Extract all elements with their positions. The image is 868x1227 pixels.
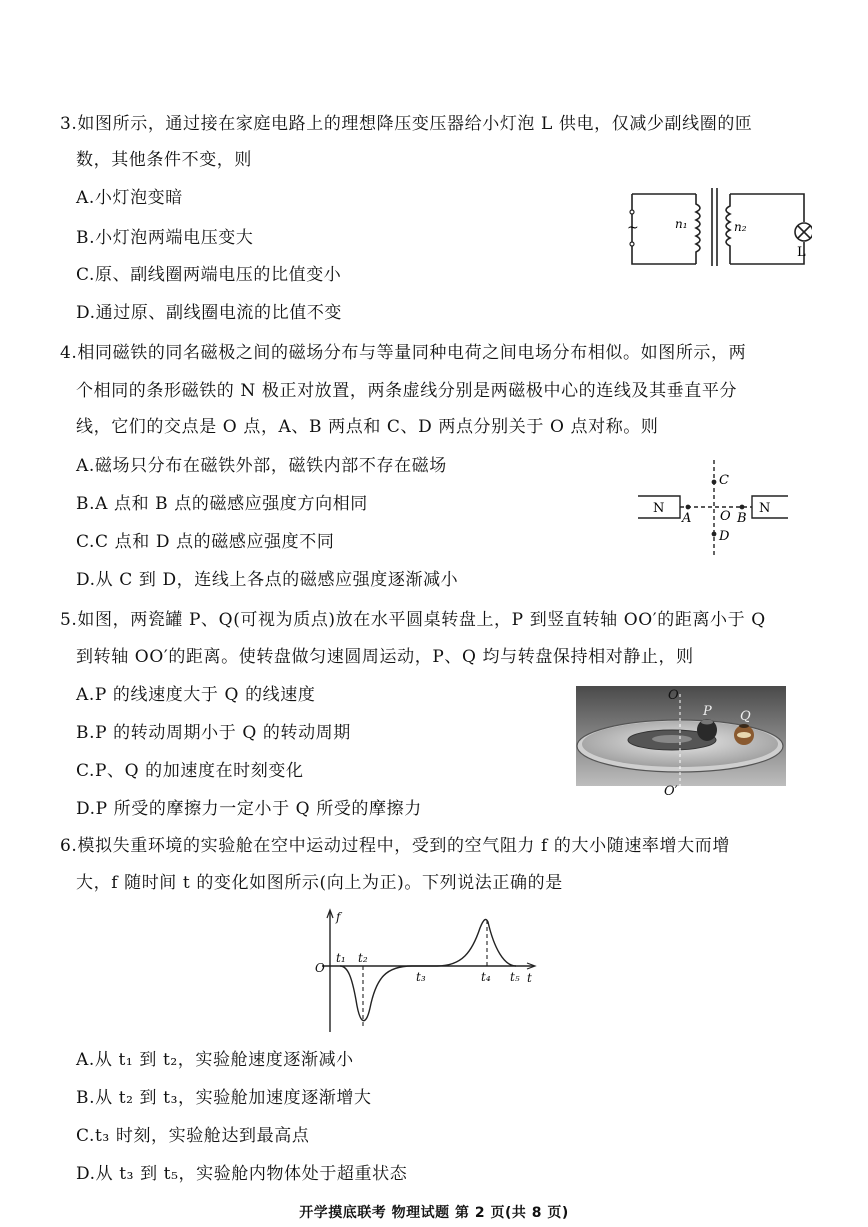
q3-option-d: D.通过原、副线圈电流的比值不变 (76, 303, 343, 323)
jar-p-label: P (703, 704, 712, 719)
jar-q-label: Q (740, 709, 751, 724)
point-d-label: D (719, 529, 730, 544)
friction-time-graph (312, 908, 542, 1036)
q5-option-b: B.P 的转动周期小于 Q 的转动周期 (76, 723, 351, 743)
q6-option-a: A.从 t₁ 到 t₂，实验舱速度逐渐减小 (76, 1050, 354, 1070)
axis-top-label: O (668, 688, 679, 703)
q6-option-d: D.从 t₃ 到 t₅，实验舱内物体处于超重状态 (76, 1164, 408, 1184)
q6-stem-line-2: 大，f 随时间 t 的变化如图所示(向上为正)。下列说法正确的是 (76, 873, 563, 893)
q5-option-d: D.P 所受的摩擦力一定小于 Q 所受的摩擦力 (76, 799, 422, 819)
t3-label: t₃ (416, 970, 426, 984)
q4-option-d: D.从 C 到 D，连线上各点的磁感应强度逐渐减小 (76, 570, 459, 590)
page-footer: 开学摸底联考 物理试题 第 2 页(共 8 页) (299, 1205, 569, 1221)
q3-stem-line-1: 3.如图所示，通过接在家庭电路上的理想降压变压器给小灯泡 L 供电，仅减少副线圈的匝 (60, 114, 753, 134)
secondary-coil-label: n₂ (734, 220, 747, 234)
q6-option-b: B.从 t₂ 到 t₃，实验舱加速度逐渐增大 (76, 1088, 372, 1108)
q5-option-a: A.P 的线速度大于 Q 的线速度 (76, 685, 316, 705)
t5-label: t₅ (510, 970, 520, 984)
point-c-label: C (719, 473, 729, 488)
magnets-field-figure (638, 458, 794, 566)
q4-option-a: A.磁场只分布在磁铁外部，磁铁内部不存在磁场 (76, 456, 447, 476)
q4-stem-line-3: 线，它们的交点是 O 点，A、B 两点和 C、D 两点分别关于 O 点对称。则 (76, 417, 659, 437)
q4-option-c: C.C 点和 D 点的磁感应强度不同 (76, 532, 335, 552)
transformer-circuit-figure (626, 186, 812, 272)
t1-label: t₁ (336, 951, 346, 965)
q5-option-c: C.P、Q 的加速度在时刻变化 (76, 761, 304, 781)
q4-stem-line-1: 4.相同磁铁的同名磁极之间的磁场分布与等量同种电荷之间电场分布相似。如图所示，两 (60, 343, 747, 363)
q4-option-b: B.A 点和 B 点的磁感应强度方向相同 (76, 494, 368, 514)
lamp-label: L (797, 245, 806, 260)
q5-stem-line-1: 5.如图，两瓷罐 P、Q(可视为质点)放在水平圆桌转盘上，P 到竖直转轴 OO′的距离小于 Q (60, 610, 766, 630)
y-axis-label: f (336, 910, 341, 924)
point-b-label: B (737, 511, 747, 526)
rotating-table-photo (576, 686, 786, 798)
q3-stem-line-2: 数，其他条件不变，则 (76, 150, 252, 170)
axis-bottom-label: O′ (664, 784, 678, 798)
primary-coil-label: n₁ (675, 217, 688, 231)
q3-option-a: A.小灯泡变暗 (76, 188, 183, 208)
q5-stem-line-2: 到转轴 OO′的距离。使转盘做匀速圆周运动，P、Q 均与转盘保持相对静止，则 (76, 647, 694, 667)
point-a-label: A (682, 511, 692, 526)
t4-label: t₄ (481, 970, 491, 984)
q4-stem-line-2: 个相同的条形磁铁的 N 极正对放置，两条虚线分别是两磁极中心的连线及其垂直平分 (76, 381, 738, 401)
q3-option-c: C.原、副线圈两端电压的比值变小 (76, 265, 342, 285)
q6-stem-line-1: 6.模拟失重环境的实验舱在空中运动过程中，受到的空气阻力 f 的大小随速率增大而增 (60, 836, 730, 856)
right-magnet-pole: N (759, 501, 771, 516)
q3-option-b: B.小灯泡两端电压变大 (76, 228, 254, 248)
x-axis-label: t (527, 971, 532, 985)
ac-source-label: ~ (627, 220, 639, 236)
point-o-label: O (720, 509, 731, 524)
q6-option-c: C.t₃ 时刻，实验舱达到最高点 (76, 1126, 310, 1146)
origin-label: O (315, 961, 325, 975)
t2-label: t₂ (358, 951, 368, 965)
left-magnet-pole: N (653, 501, 665, 516)
